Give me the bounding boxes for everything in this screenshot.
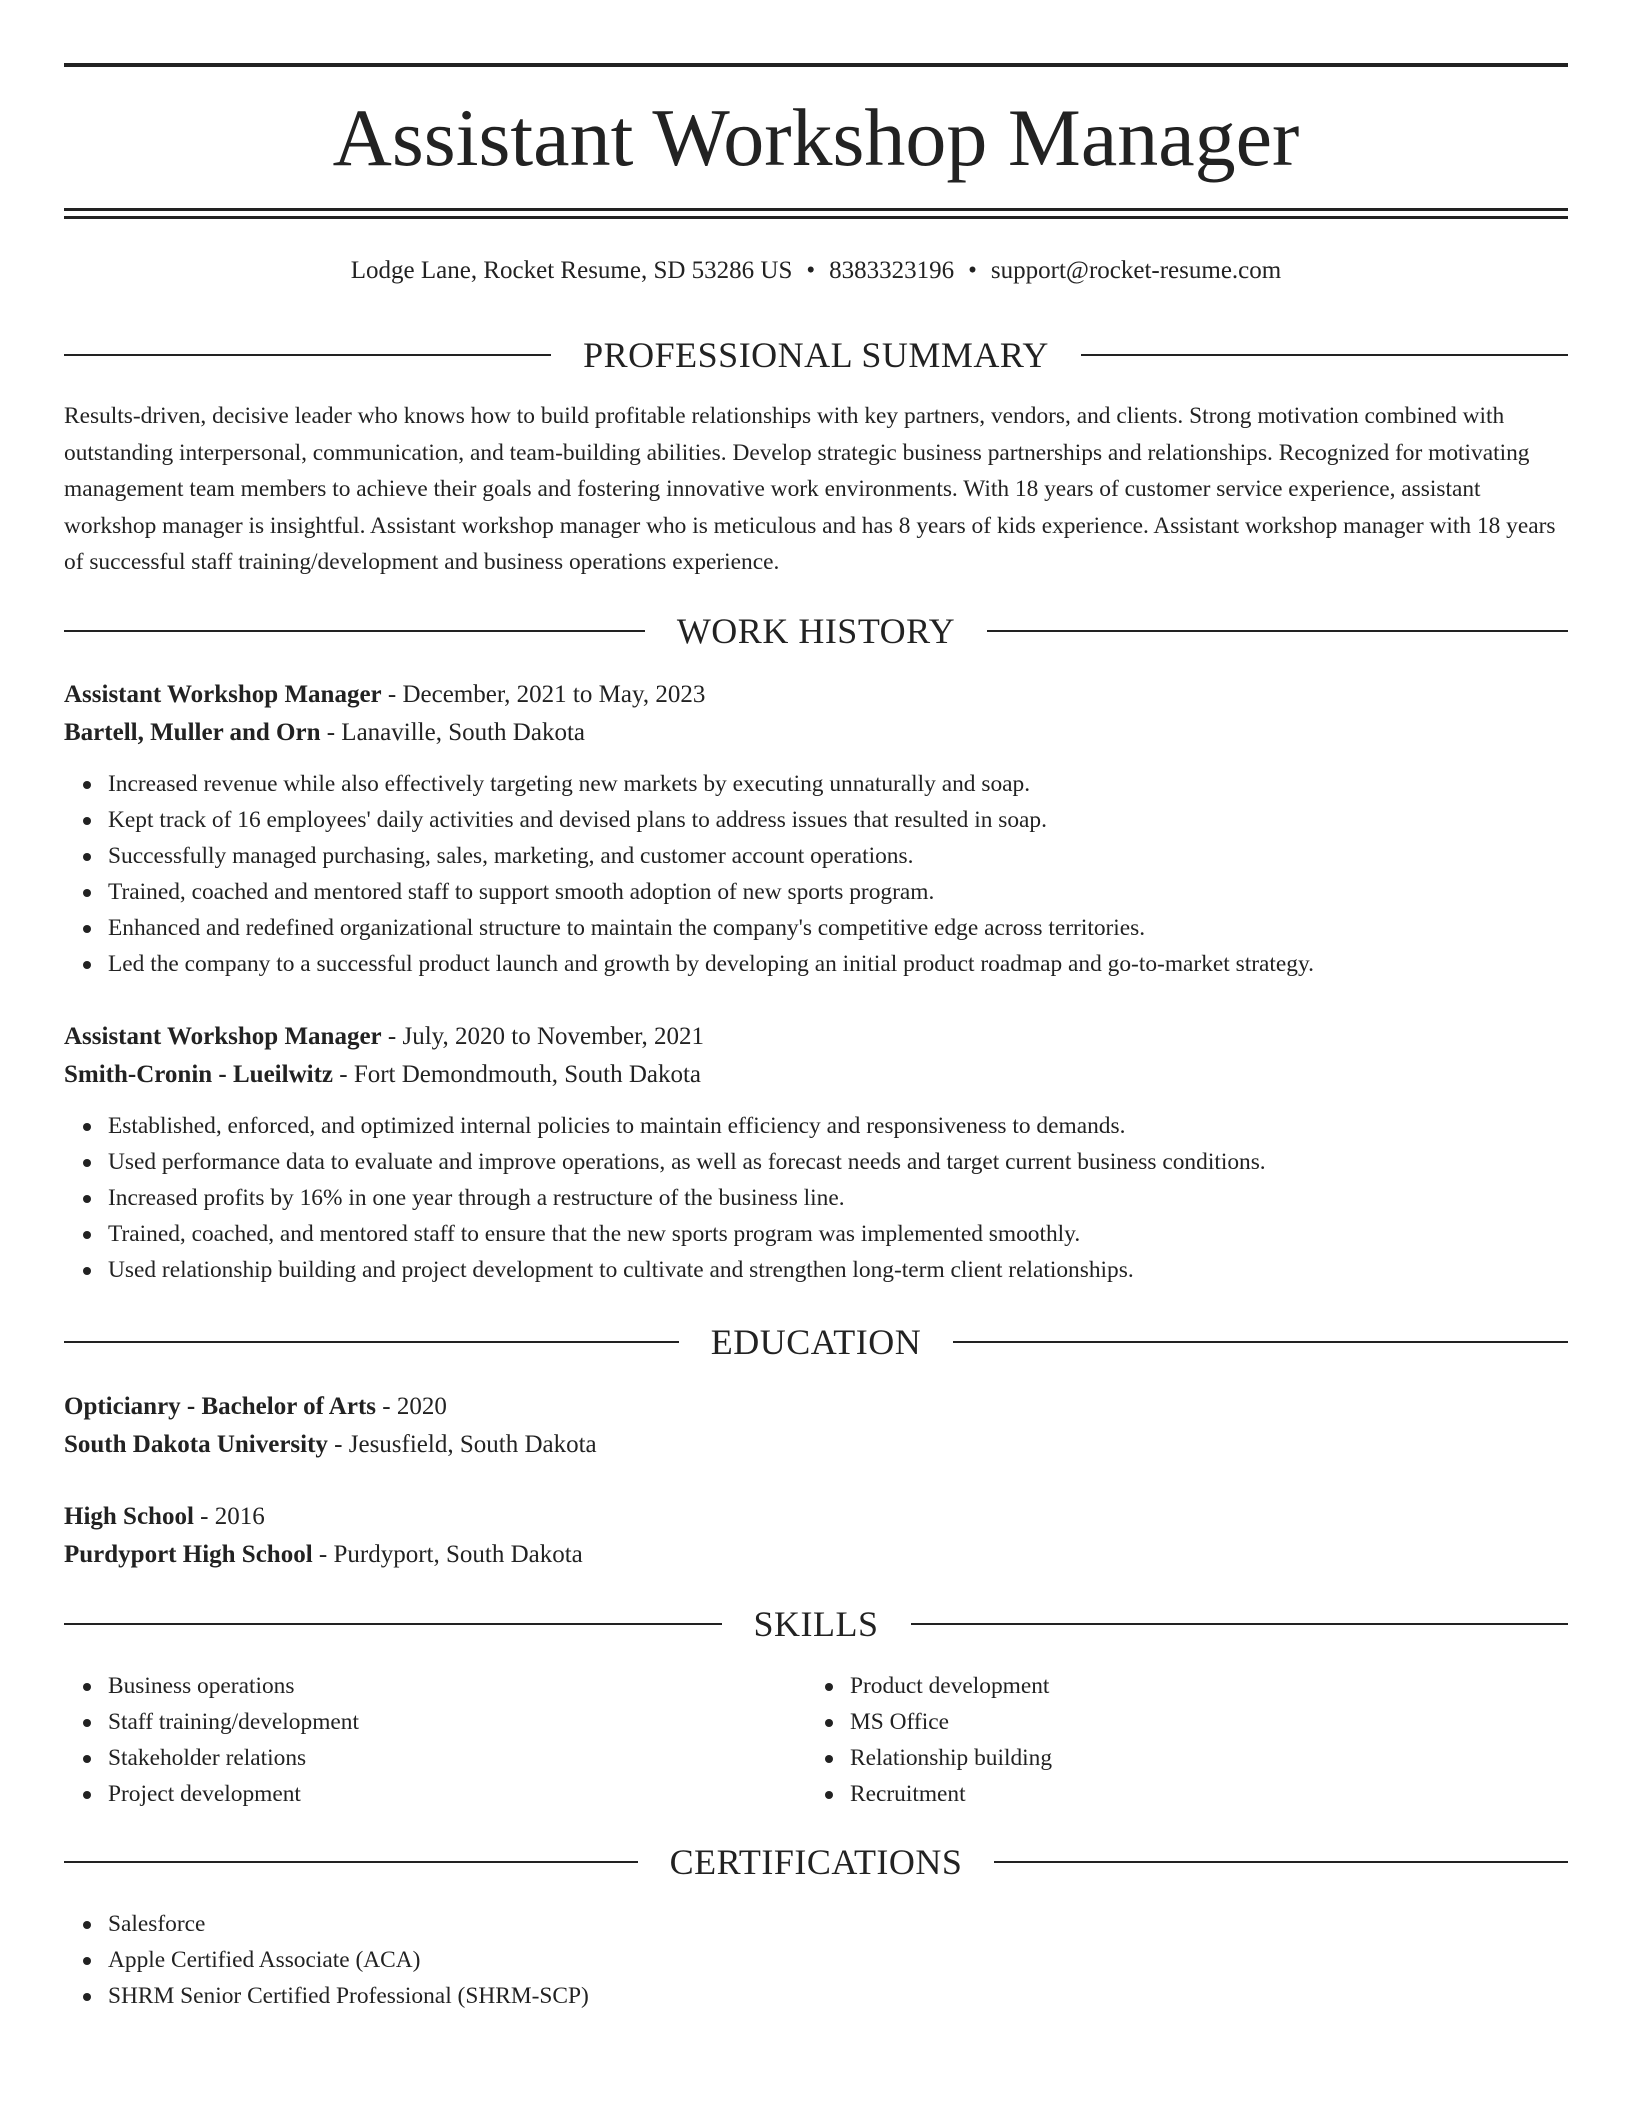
education-school-line (64, 1536, 1568, 1574)
heading-rule (994, 1861, 1568, 1863)
heading-rule (1081, 354, 1568, 356)
education-school: South Dakota University (64, 1431, 328, 1458)
section-title: EDUCATION (710, 1322, 922, 1362)
certifications-list (64, 1906, 1568, 2014)
section-title: CERTIFICATIONS (669, 1842, 963, 1882)
contact-email: support@rocket-resume.com (990, 257, 1282, 284)
list-item: Trained, coached and mentored staff to support smooth adoption of new sports program. (64, 874, 1568, 910)
skills-list (806, 1668, 1566, 1812)
education-year: - 2020 (376, 1393, 447, 1420)
section-heading-summary (64, 333, 1568, 377)
job-location: - Fort Demondmouth, South Dakota (333, 1061, 702, 1088)
skills-column-right (806, 1668, 1566, 1812)
summary-paragraph: Results-driven, decisive leader who knows how to build profitable relationships with key partners, vendors, and clients. Strong motivation combined with outstanding interpersonal, communication, and team-building abilities. Develop strategic business partnerships and relationships. Recognized for motivating management team members to achieve their goals and fostering innovative work environments. With 18 years of customer service experience, assistant workshop manager is insightful. Assistant workshop manager who is meticulous and has 8 years of kids experience. Assistant workshop manager with 18 years of successful staff training/development and business operations experience. (64, 403, 1556, 576)
skills-list (64, 1668, 804, 1812)
education-degree: Opticianry - Bachelor of Arts (64, 1393, 376, 1420)
job-title-line (64, 676, 1568, 714)
list-item: Relationship building (806, 1740, 1566, 1776)
heading-rule (953, 1341, 1568, 1343)
list-item: Successfully managed purchasing, sales, marketing, and customer account operations. (64, 838, 1568, 874)
list-item: Staff training/development (64, 1704, 804, 1740)
section-heading-certifications (64, 1840, 1568, 1884)
section-title: SKILLS (753, 1604, 879, 1644)
education-school-line (64, 1426, 1568, 1464)
resume-name: Assistant Workshop Manager (332, 92, 1300, 183)
certifications-block (64, 1906, 1568, 2014)
heading-rule (64, 630, 645, 632)
education-degree: High School (64, 1503, 194, 1530)
heading-rule (64, 1341, 679, 1343)
job-entry (64, 676, 1568, 982)
list-item: Project development (64, 1776, 804, 1812)
heading-rule (64, 1623, 722, 1625)
section-title: WORK HISTORY (676, 611, 956, 651)
list-item: Stakeholder relations (64, 1740, 804, 1776)
contact-address: Lodge Lane, Rocket Resume, SD 53286 US (350, 257, 793, 284)
education-location: - Jesusfield, South Dakota (327, 1431, 597, 1458)
heading-rule (987, 630, 1568, 632)
list-item: Used relationship building and project development to cultivate and strengthen long-term client relationships. (64, 1252, 1568, 1288)
job-company: Smith-Cronin - Lueilwitz (64, 1061, 333, 1088)
list-item: Kept track of 16 employees' daily activities and devised plans to address issues that resulted in soap. (64, 802, 1568, 838)
section-title: PROFESSIONAL SUMMARY (583, 335, 1049, 375)
list-item: SHRM Senior Certified Professional (SHRM-SCP) (64, 1978, 1568, 2014)
education-entry (64, 1388, 1568, 1464)
education-school: Purdyport High School (64, 1541, 313, 1568)
contact-phone: 8383323196 (829, 257, 955, 284)
list-item: Established, enforced, and optimized internal policies to maintain efficiency and responsiveness to demands. (64, 1108, 1568, 1144)
list-item: Increased profits by 16% in one year through a restructure of the business line. (64, 1180, 1568, 1216)
section-heading-skills (64, 1602, 1568, 1646)
education-entry (64, 1498, 1568, 1574)
list-item: Product development (806, 1668, 1566, 1704)
list-item: Salesforce (64, 1906, 1568, 1942)
list-item: Trained, coached, and mentored staff to ensure that the new sports program was implemented smoothly. (64, 1216, 1568, 1252)
job-title-line (64, 1018, 1568, 1056)
job-company-line (64, 714, 1568, 752)
heading-rule (911, 1623, 1569, 1625)
education-year: - 2016 (193, 1503, 265, 1530)
list-item: Increased revenue while also effectively targeting new markets by executing unnaturally and soap. (64, 766, 1568, 802)
job-dates: - July, 2020 to November, 2021 (381, 1023, 704, 1050)
job-location: - Lanaville, South Dakota (320, 719, 585, 746)
section-heading-education (64, 1320, 1568, 1364)
job-title: Assistant Workshop Manager (64, 681, 382, 708)
list-item: Used performance data to evaluate and improve operations, as well as forecast needs and target current business conditions. (64, 1144, 1568, 1180)
list-item: Apple Certified Associate (ACA) (64, 1942, 1568, 1978)
list-item: Recruitment (806, 1776, 1566, 1812)
job-company: Bartell, Muller and Orn (64, 719, 321, 746)
job-bullets (64, 1108, 1568, 1288)
list-item: Led the company to a successful product launch and growth by developing an initial product roadmap and go-to-market strategy. (64, 946, 1568, 982)
job-entry (64, 1018, 1568, 1288)
skills-column-left (64, 1668, 804, 1812)
job-company-line (64, 1056, 1568, 1094)
job-dates: - December, 2021 to May, 2023 (381, 681, 706, 708)
heading-rule (64, 354, 551, 356)
list-item: MS Office (806, 1704, 1566, 1740)
header-double-rule-upper (64, 208, 1568, 211)
job-title: Assistant Workshop Manager (64, 1023, 382, 1050)
header-double-rule-lower (64, 216, 1568, 219)
contact-separator: • (968, 257, 977, 284)
list-item: Business operations (64, 1668, 804, 1704)
contact-separator: • (806, 257, 816, 284)
list-item: Enhanced and redefined organizational structure to maintain the company's competitive edge across territories. (64, 910, 1568, 946)
education-degree-line (64, 1388, 1568, 1426)
job-bullets (64, 766, 1568, 982)
contact-line (64, 254, 1568, 288)
section-heading-work-history (64, 609, 1568, 653)
heading-rule (64, 1861, 638, 1863)
education-degree-line (64, 1498, 1568, 1536)
header-top-rule (64, 63, 1568, 67)
education-location: - Purdyport, South Dakota (312, 1541, 583, 1568)
